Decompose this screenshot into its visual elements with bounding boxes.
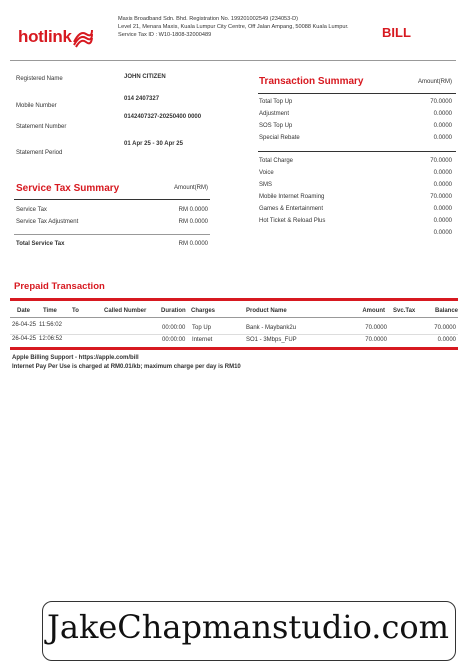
summary-row-label: Total Charge (259, 158, 294, 164)
statement-number-label: Statement Number (16, 124, 67, 130)
col-header-time: Time (43, 308, 57, 314)
service-tax-amount-header: Amount(RM) (173, 185, 208, 191)
summary-row (259, 158, 452, 170)
company-line: Service Tax ID : W10-1808-32000489 (118, 32, 212, 39)
col-header-amount: Amount (362, 308, 385, 314)
tax-row-label: Service Tax (16, 207, 47, 213)
row-balance: 0.0000 (437, 337, 456, 343)
tax-row-value: RM 0.0000 (178, 207, 208, 213)
summary-row-value: 0.0000 (433, 230, 452, 236)
summary-row-label: Games & Entertainment (259, 206, 324, 212)
prepaid-transaction-title: Prepaid Transaction (14, 281, 105, 292)
row-product: SO1 - 3Mbps_FUP (246, 337, 297, 343)
prepaid-row-divider (10, 334, 458, 335)
summary-row-value: 0.0000 (433, 111, 452, 117)
row-duration: 00:00:00 (162, 325, 186, 331)
summary-row-label: Hot Ticket & Reload Plus (259, 218, 326, 224)
registered-name-value: JOHN CITIZEN (124, 74, 166, 80)
row-date: 26-04-25 (12, 322, 37, 328)
service-tax-summary-title: Service Tax Summary (16, 183, 120, 194)
summary-row (259, 206, 452, 218)
tax-row (16, 207, 208, 219)
summary-row (259, 170, 452, 182)
service-tax-list (16, 207, 208, 231)
summary-row-value: 0.0000 (433, 206, 452, 212)
col-header-called-number: Called Number (104, 308, 147, 314)
row-date: 26-04-25 (12, 336, 37, 342)
hotlink-wave-icon (72, 26, 94, 48)
col-header-charges: Charges (191, 308, 216, 314)
row-balance: 70.0000 (434, 325, 456, 331)
summary-row (259, 194, 452, 206)
summary-row-value: 70.0000 (430, 99, 452, 105)
service-tax-total-row (16, 241, 208, 247)
prepaid-header-divider (10, 317, 458, 318)
billing-support-line: Apple Billing Support - https://apple.com/bill (12, 355, 139, 361)
col-header-duration: Duration (161, 308, 186, 314)
watermark-text: JakeChapmanstudio.com (47, 608, 449, 646)
summary-row (259, 230, 452, 242)
document-title: BILL (382, 25, 411, 40)
col-header-svc-tax: Svc.Tax (393, 308, 416, 314)
col-header-date: Date (17, 308, 31, 314)
row-product: Bank - Maybank2u (246, 325, 297, 331)
row-amount: 70.0000 (365, 337, 387, 343)
service-tax-divider (14, 199, 210, 200)
mobile-number-label: Mobile Number (16, 103, 57, 109)
summary-row-value: 70.0000 (430, 194, 452, 200)
summary-row (259, 123, 452, 135)
summary-row-label: Mobile Internet Roaming (259, 194, 325, 200)
transaction-summary-divider (258, 93, 456, 94)
service-tax-total-value: RM 0.0000 (178, 241, 208, 247)
row-charges: Internet (192, 337, 213, 343)
prepaid-red-bar-bottom (10, 347, 458, 350)
row-amount: 70.0000 (365, 325, 387, 331)
service-tax-total-divider (14, 234, 210, 235)
summary-row-value: 0.0000 (433, 123, 452, 129)
col-header-to: To (72, 308, 79, 314)
summary-row-label: Total Top Up (259, 99, 293, 105)
prepaid-red-bar-top (10, 298, 458, 301)
transaction-summary-title: Transaction Summary (259, 76, 364, 87)
transaction-charge-list (259, 158, 452, 242)
company-line: Maxis Broadband Sdn. Bhd. Registration No. 199201002549 (234053-D) (118, 16, 299, 22)
transaction-topup-list (259, 99, 452, 147)
summary-row-value: 0.0000 (433, 218, 452, 224)
company-info (118, 15, 388, 40)
summary-row (259, 111, 452, 123)
summary-row (259, 218, 452, 230)
summary-row-value: 0.0000 (433, 182, 452, 188)
transaction-summary-amount-header: Amount(RM) (417, 79, 452, 85)
company-line: Level 21, Menara Maxis, Kuala Lumpur City Centre, Off Jalan Ampang, 50088 Kuala Lumpur. (118, 24, 349, 31)
header-divider (10, 60, 456, 61)
row-time: 12:06:52 (39, 336, 63, 342)
row-time: 11:56:02 (39, 322, 62, 328)
summary-row (259, 99, 452, 111)
tax-row-label: Service Tax Adjustment (16, 219, 79, 225)
summary-row-label: Voice (259, 170, 274, 176)
transaction-charge-divider (258, 151, 456, 152)
col-header-product-name: Product Name (246, 308, 287, 314)
tax-row (16, 219, 208, 231)
service-tax-total-label: Total Service Tax (16, 241, 65, 247)
tax-row-value: RM 0.0000 (178, 219, 208, 225)
hotlink-logo-text: hotlink (18, 27, 72, 46)
statement-period-value: 01 Apr 25 - 30 Apr 25 (124, 141, 183, 147)
row-charges: Top Up (192, 325, 212, 331)
col-header-balance: Balance (434, 308, 458, 314)
summary-row (259, 182, 452, 194)
summary-row-value: 0.0000 (433, 135, 452, 141)
mobile-number-value: 014 2407327 (124, 96, 160, 102)
pay-per-use-note: Internet Pay Per Use is charged at RM0.01/kb; maximum charge per day is RM10 (12, 364, 241, 370)
row-duration: 00:00:00 (162, 337, 186, 343)
statement-period-label: Statement Period (16, 150, 63, 156)
summary-row (259, 135, 452, 147)
summary-row-label: Special Rebate (259, 135, 300, 141)
summary-row-label: SOS Top Up (259, 123, 293, 129)
summary-row-label: SMS (259, 182, 273, 188)
summary-row-label: Adjustment (259, 111, 290, 117)
statement-number-value: 0142407327-20250400 0000 (124, 114, 202, 120)
summary-row-value: 0.0000 (433, 170, 452, 176)
summary-row-value: 70.0000 (430, 158, 452, 164)
registered-name-label: Registered Name (16, 76, 63, 82)
